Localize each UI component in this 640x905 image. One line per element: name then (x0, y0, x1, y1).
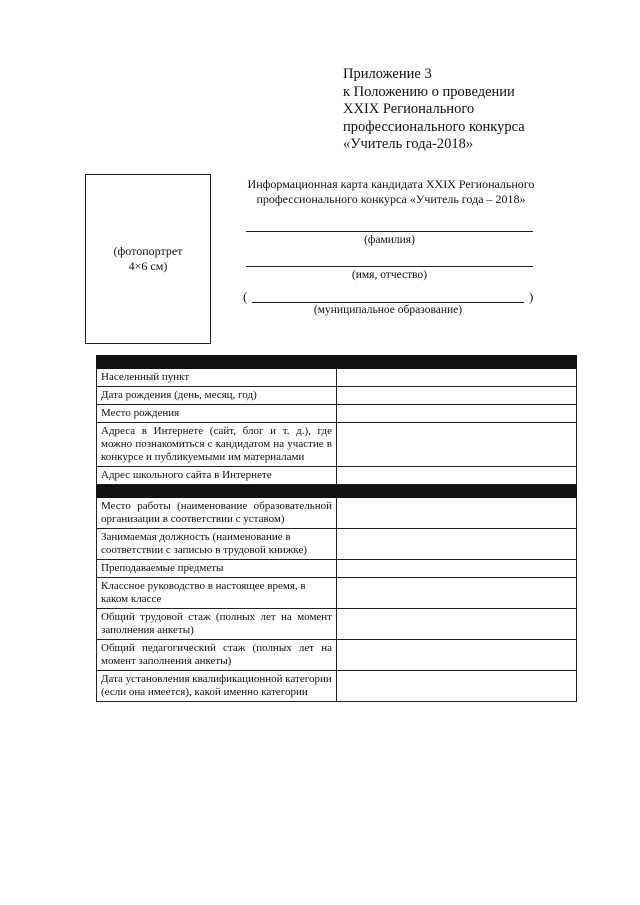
appendix-line: профессионального конкурса (343, 118, 525, 135)
row-label: Адрес школьного сайта в Интернете (97, 467, 337, 485)
table-row (97, 405, 577, 423)
section-header-bar (97, 485, 577, 498)
row-label: Населенный пункт (97, 369, 337, 387)
table-row (97, 529, 577, 560)
card-title-line: профессионального конкурса «Учитель года – 2018» (256, 191, 526, 206)
table-row (97, 387, 577, 405)
surname-caption: (фамилия) (364, 234, 415, 246)
appendix-header (343, 66, 573, 154)
table-row (97, 578, 577, 609)
appendix-line: к Положению о проведении (343, 83, 515, 100)
row-value-cell[interactable] (337, 498, 577, 529)
row-label: Дата рождения (день, месяц, год) (97, 387, 337, 405)
row-value-cell[interactable] (337, 560, 577, 578)
paren-close: ) (529, 289, 534, 304)
row-value-cell[interactable] (337, 578, 577, 609)
table-row (97, 609, 577, 640)
section-header-general (97, 356, 577, 369)
name-fill-line[interactable] (246, 266, 533, 267)
section-header-work (97, 485, 577, 498)
row-label: Место рождения (97, 405, 337, 423)
table-row (97, 467, 577, 485)
table-row (97, 423, 577, 467)
row-label: Место работы (наименование образовательной организации в соответствии с уставом) (97, 498, 337, 529)
card-title-line: Информационная карта кандидата XXIX Регионального (247, 177, 535, 191)
row-value-cell[interactable] (337, 369, 577, 387)
surname-fill-line[interactable] (246, 231, 533, 232)
row-value-cell[interactable] (337, 423, 577, 467)
row-label: Классное руководство в настоящее время, в каком классе (97, 578, 337, 609)
row-value-cell[interactable] (337, 640, 577, 671)
row-label: Дата установления квалификационной категории (если она имеется), какой именно категории (97, 671, 337, 702)
photo-placeholder (85, 174, 211, 344)
photo-caption-line: (фотопортрет (113, 244, 183, 258)
section-header-bar (97, 356, 577, 369)
table-row (97, 671, 577, 702)
appendix-line: XXIX Регионального (343, 101, 475, 117)
appendix-line: «Учитель года-2018» (343, 136, 474, 152)
row-label: Занимаемая должность (наименование в соответствии с записью в трудовой книжке) (97, 529, 337, 560)
table-row (97, 498, 577, 529)
paren-open: ( (243, 289, 248, 304)
appendix-line: Приложение 3 (343, 66, 432, 82)
name-caption: (имя, отчество) (351, 269, 428, 281)
row-value-cell[interactable] (337, 405, 577, 423)
table-row (97, 560, 577, 578)
table-row (97, 640, 577, 671)
card-title (232, 177, 550, 206)
table-row (97, 369, 577, 387)
row-value-cell[interactable] (337, 671, 577, 702)
municipality-caption: (муниципальное образование) (313, 304, 463, 316)
row-label: Адреса в Интернете (сайт, блог и т. д.), где можно познакомиться с кандидатом на участие в конкурсе и публикуемыми им материалами (97, 423, 337, 467)
row-value-cell[interactable] (337, 467, 577, 485)
photo-caption-line: 4×6 см) (128, 259, 168, 273)
row-value-cell[interactable] (337, 387, 577, 405)
row-label: Общий трудовой стаж (полных лет на момент заполнения анкеты) (97, 609, 337, 640)
municipality-fill-line[interactable] (252, 302, 524, 303)
info-card-table (96, 355, 577, 702)
row-value-cell[interactable] (337, 609, 577, 640)
row-label: Преподаваемые предметы (97, 560, 337, 578)
row-label: Общий педагогический стаж (полных лет на момент заполнения анкеты) (97, 640, 337, 671)
row-value-cell[interactable] (337, 529, 577, 560)
